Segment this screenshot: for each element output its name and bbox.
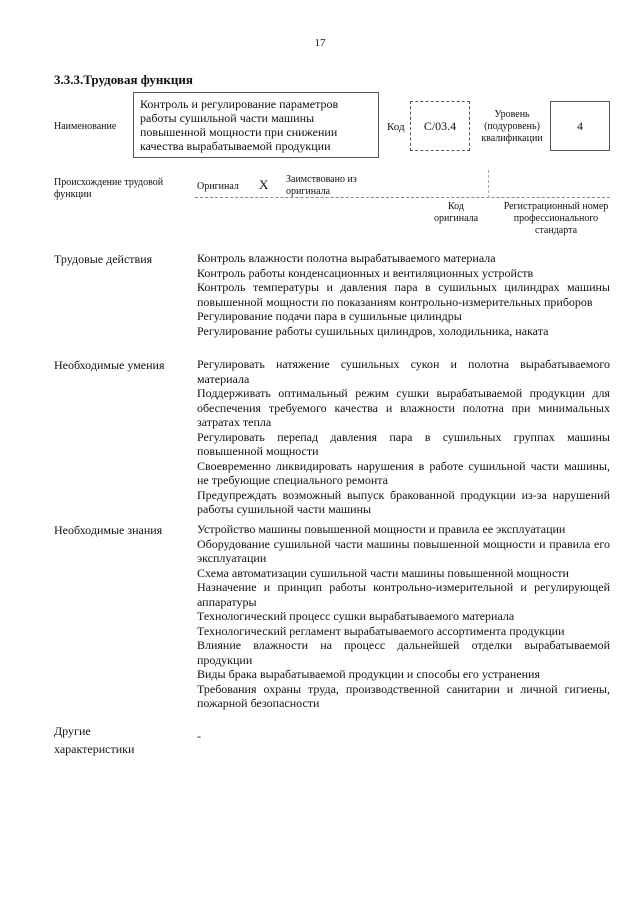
code-label: Код [387, 121, 405, 133]
function-name-box [133, 92, 379, 158]
list-item: Поддерживать оптимальный режим сушки вырабатываемой продукции для обеспечения требуемого качества и влажности полотна при минимальных затратах тепла [197, 386, 610, 429]
section-title: 3.3.3.Трудовая функция [54, 72, 193, 87]
list-item: Контроль работы конденсационных и вентиляционных устройств [197, 265, 534, 280]
list-item: Предупреждать возможный выпуск бракованной продукции из-за нарушений работы сушильной части машины [197, 487, 610, 516]
list-item: Оборудование сушильной части машины повышенной мощности и правила его эксплуатации [197, 536, 610, 565]
knowledge-label: Необходимые знания [54, 523, 163, 537]
list-item: Требования охраны труда, производственной санитарии и личной гигиены, пожарной безопасности [197, 681, 610, 710]
other-characteristics-value: - [197, 729, 201, 743]
reg-number-label: Регистрационный номер профессионального стандарта [503, 201, 609, 236]
origin-divider [195, 197, 610, 198]
skills-label: Необходимые умения [54, 358, 165, 372]
list-item: Устройство машины повышенной мощности и правила ее эксплуатации [197, 522, 566, 536]
code-original-label: Код оригинала [433, 201, 479, 224]
original-label: Оригинал [197, 181, 239, 192]
level-box [550, 101, 610, 151]
list-item: Виды брака вырабатываемой продукции и способы его устранения [197, 667, 541, 681]
original-mark: X [259, 177, 269, 192]
list-item: Контроль температуры и давления пара в сушильных цилиндрах машины повышенной мощности по показаниям контрольно-измерительных приборов [197, 280, 610, 309]
list-item: Регулирование работы сушильных цилиндров, холодильника, наката [197, 323, 549, 338]
list-item: Назначение и принцип работы контрольно-измерительной и регулирующей аппаратуры [197, 580, 610, 609]
code-box [410, 101, 470, 151]
other-characteristics-label: Другие характеристики [54, 724, 135, 756]
origin-label: Происхождение трудовой функции [54, 177, 164, 200]
labor-actions-list [197, 251, 610, 338]
list-item: Технологический регламент вырабатываемого ассортимента продукции [197, 623, 565, 638]
code-divider [488, 170, 489, 198]
list-item: Своевременно ликвидировать нарушения в работе сушильной части машины, не требующие специального ремонта [197, 458, 610, 487]
list-item: Регулирование подачи пара в сушильные цилиндры [197, 309, 462, 323]
code-value: С/03.4 [423, 118, 457, 133]
list-item: Регулировать натяжение сушильных сукон и полотна вырабатываемого материала [197, 357, 610, 386]
knowledge-list [197, 522, 610, 711]
list-item: Контроль влажности полотна вырабатываемого материала [197, 251, 496, 265]
labor-actions-label: Трудовые действия [54, 252, 153, 266]
level-value: 4 [577, 118, 583, 133]
function-name-value: Контроль и регулирование параметров работы сушильной части машины повышенной мощности при снижении качества вырабатываемой продукции [140, 97, 339, 153]
name-label: Наименование [54, 121, 117, 132]
level-label: Уровень (подуровень) квалификации [481, 109, 543, 144]
list-item: Влияние влажности на процесс дальнейшей отделки вырабатываемой продукции [197, 638, 610, 667]
skills-list [197, 357, 610, 517]
list-item: Технологический процесс сушки вырабатываемого материала [197, 609, 515, 623]
page-number: 17 [314, 37, 326, 49]
borrowed-label: Заимствовано из оригинала [286, 174, 357, 197]
list-item: Регулировать перепад давления пара в сушильных группах машины повышенной мощности [197, 429, 610, 458]
list-item: Схема автоматизации сушильной части машины повышенной мощности [197, 565, 569, 580]
